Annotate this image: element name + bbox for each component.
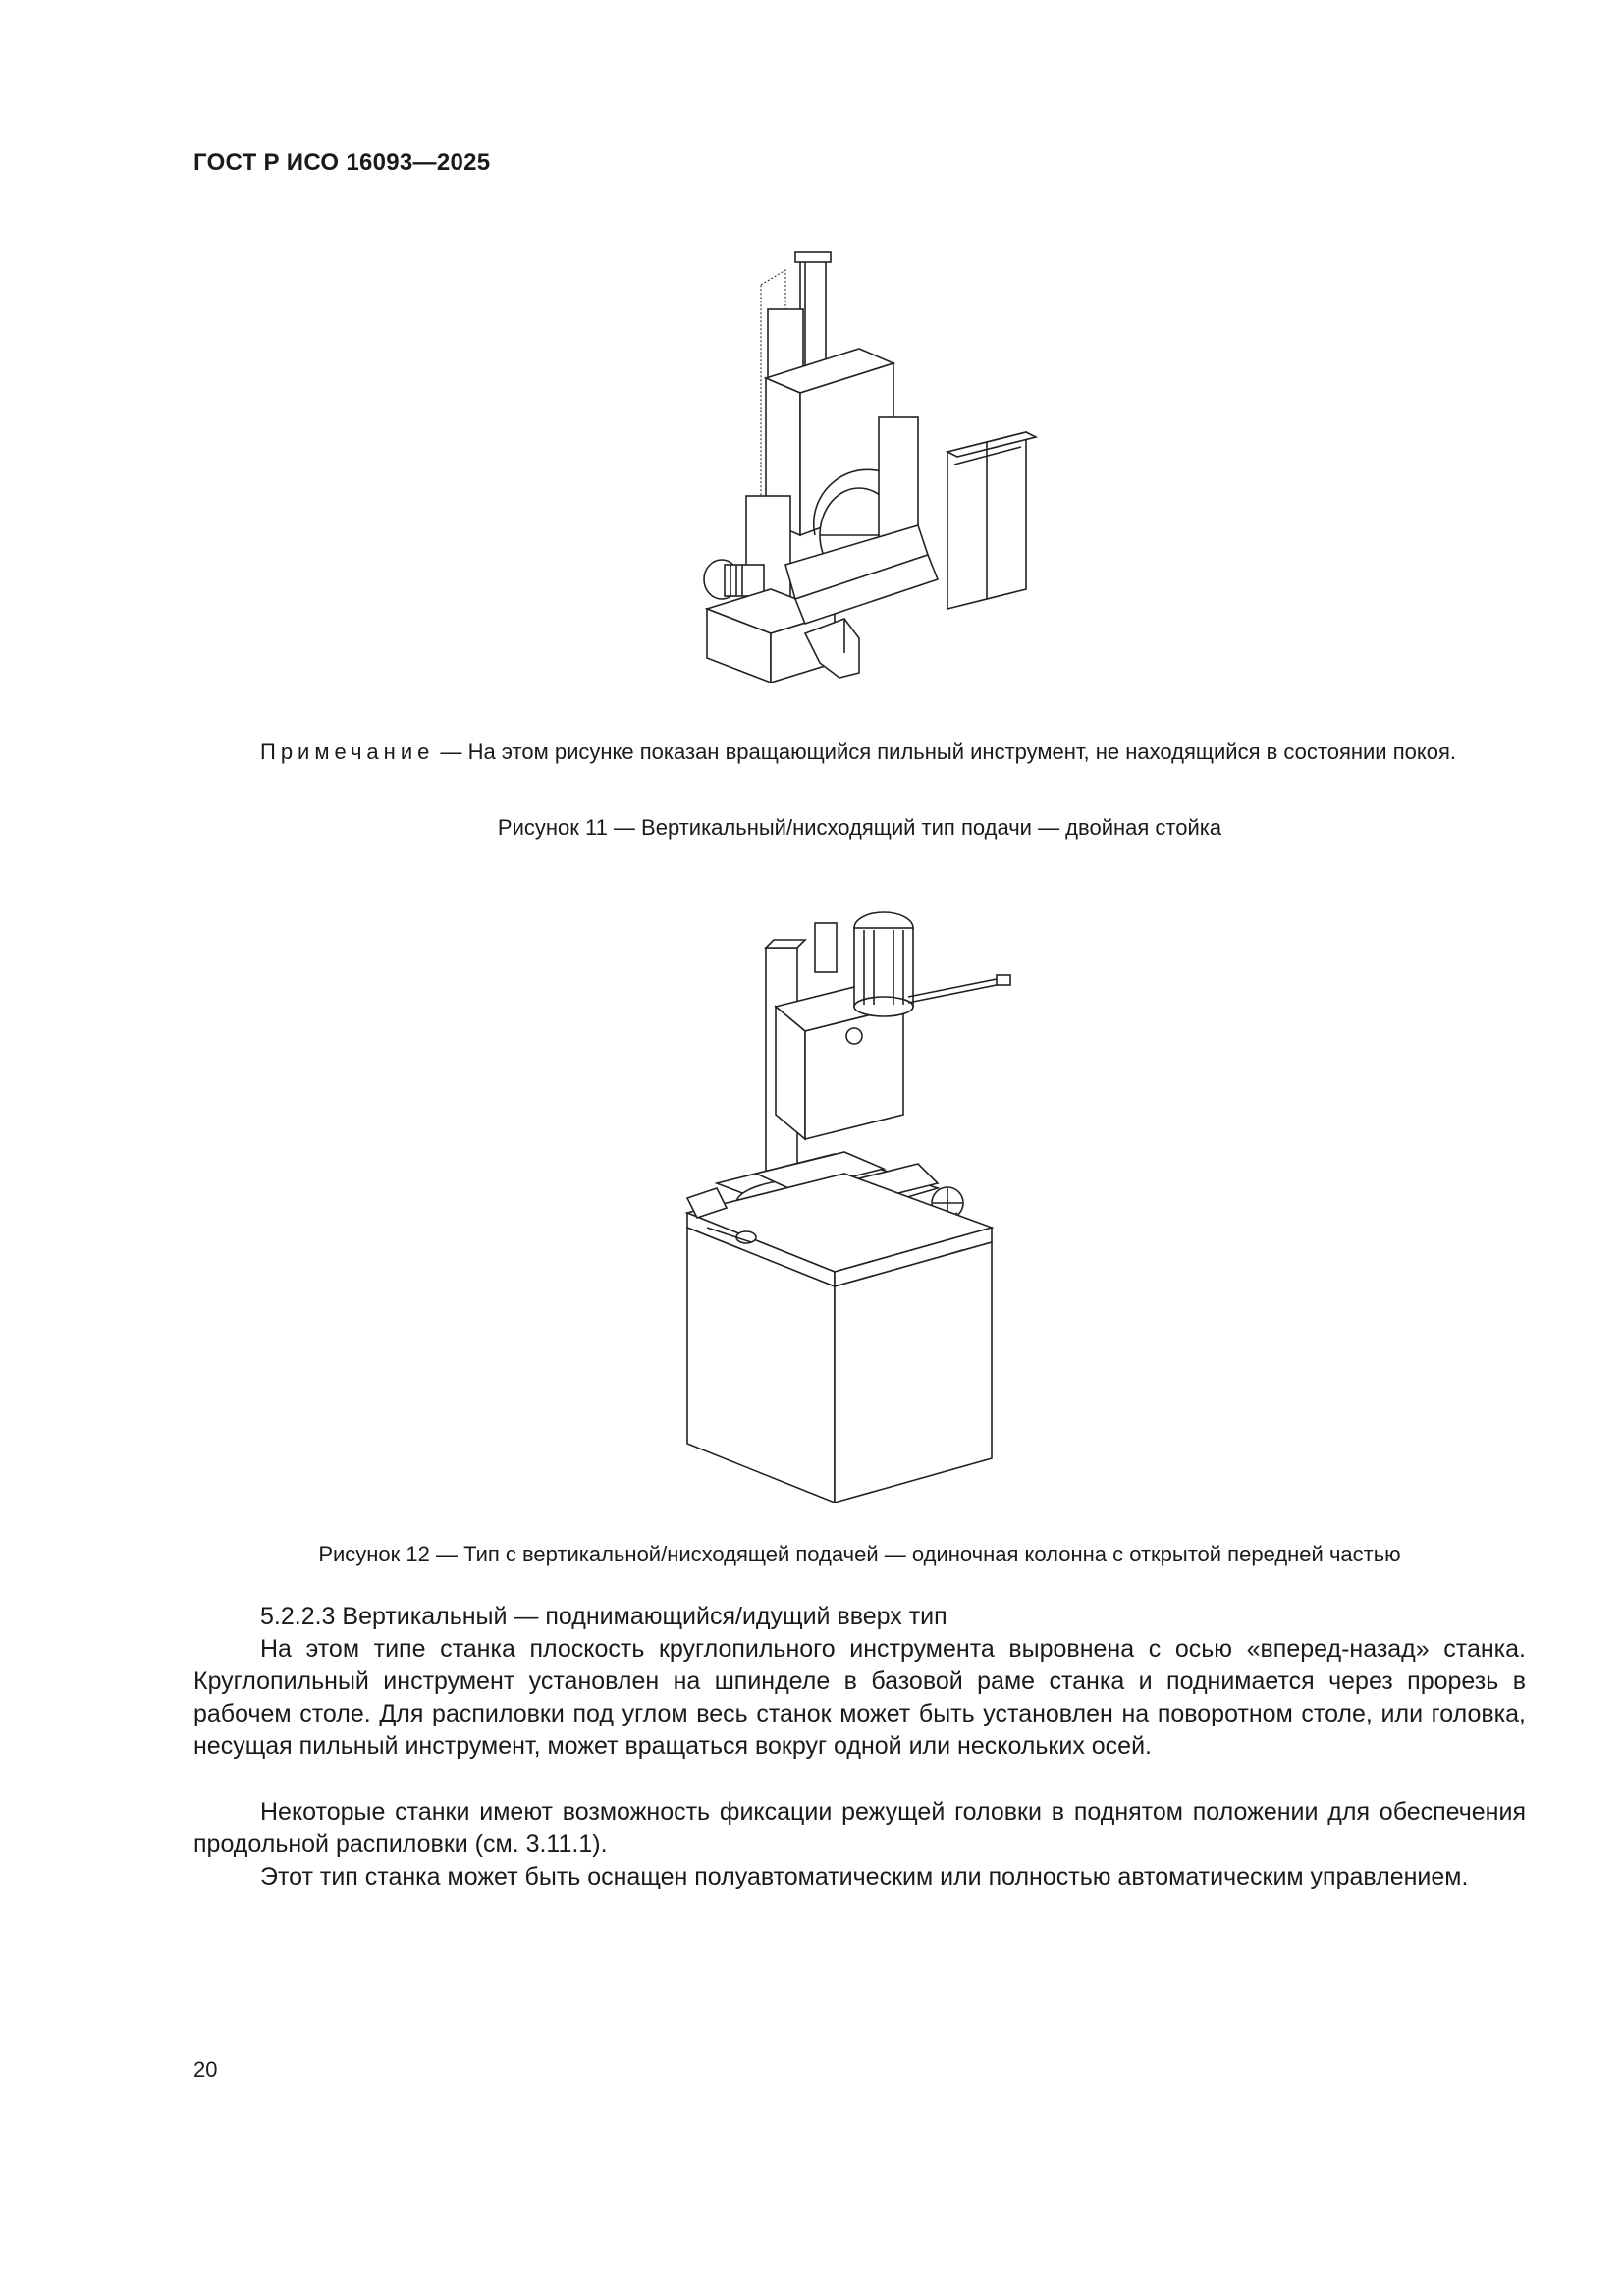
note-label: Примечание: [260, 739, 435, 764]
figure-12-caption: Рисунок 12 — Тип с вертикальной/нисходящей подачей — одиночная колонна с открытой передней частью: [318, 1542, 1401, 1566]
document-header: ГОСТ Р ИСО 16093—2025: [193, 149, 491, 176]
paragraph: На этом типе станка плоскость круглопильного инструмента выровнена с осью «вперед-назад» станка. Круглопильный инструмент установлен на шпинделе в базовой раме станка и поднимается через прорезь в рабочем столе. Для распиловки под углом весь станок может быть установлен на поворотном столе, или головка, несущая пильный инструмент, может вращаться вокруг одной или нескольких осей.: [193, 1635, 1526, 1760]
figure-11-caption: Рисунок 11 — Вертикальный/нисходящий тип подачи — двойная стойка: [497, 815, 1222, 840]
figure-11-note: [193, 737, 1526, 768]
figure-11-drawing: [648, 241, 1060, 692]
paragraph: Некоторые станки имеют возможность фиксации режущей головки в поднятом положении для обеспечения продольной распиловки (см. 3.11.1).: [193, 1798, 1526, 1858]
page-number: 20: [193, 2057, 218, 2082]
note-text: — На этом рисунке показан вращающийся пильный инструмент, не находящийся в состоянии покоя.: [434, 739, 1456, 764]
section-title: 5.2.2.3 Вертикальный — поднимающийся/идущий вверх тип: [260, 1603, 947, 1630]
figure-12-drawing: [677, 889, 1031, 1527]
paragraph: Этот тип станка может быть оснащен полуавтоматическим или полностью автоматическим управлением.: [260, 1863, 1469, 1890]
